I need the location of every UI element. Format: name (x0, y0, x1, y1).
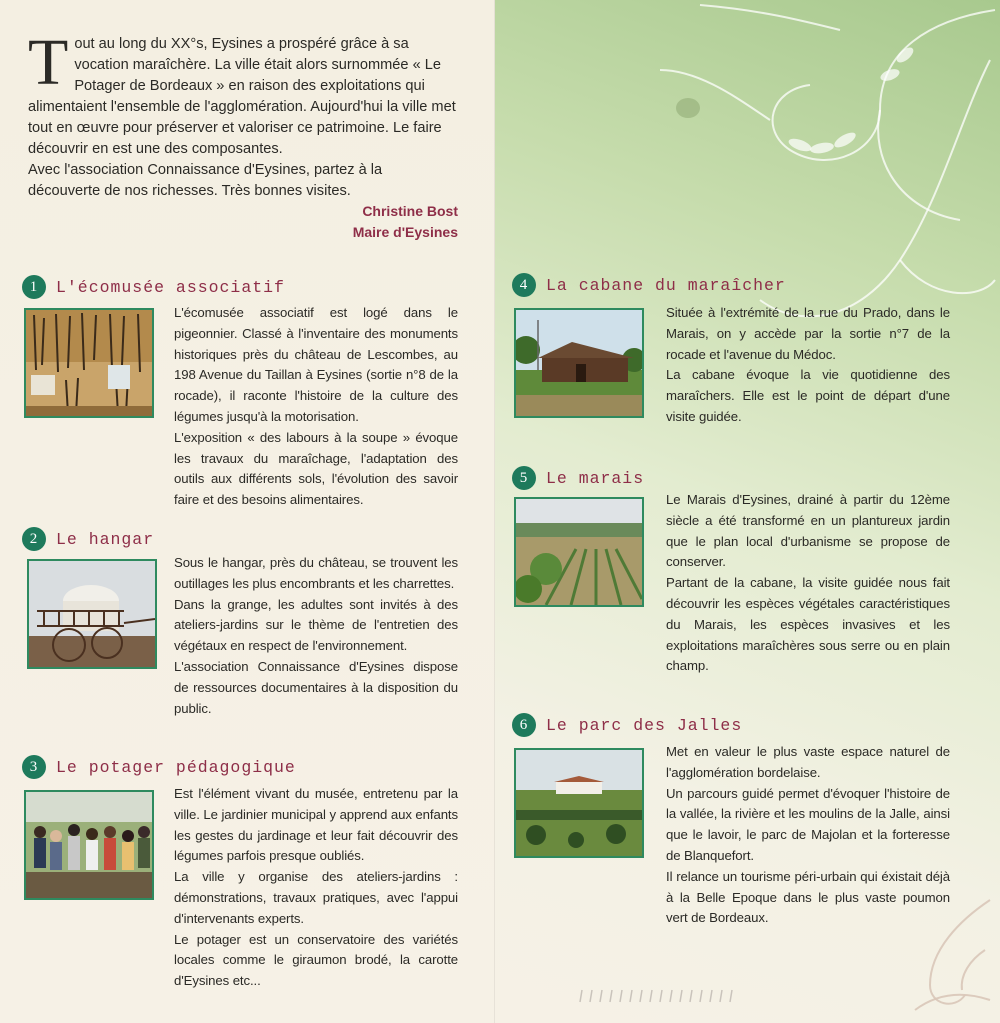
potager-photo (24, 790, 154, 900)
section-title-text: L'écomusée associatif (56, 277, 285, 297)
ecomusee-photo (24, 308, 154, 418)
section-title-text: La cabane du maraîcher (546, 275, 786, 295)
section-3-title (22, 755, 296, 779)
section-1-text (174, 303, 458, 511)
hangar-photo (27, 559, 157, 669)
intro-paragraph-2: Avec l'association Connaissance d'Eysines, partez à la découverte de nos richesses. Très bonnes visites. (28, 162, 383, 199)
section-number-badge: 1 (22, 275, 46, 299)
paragraph: Il relance un tourisme péri-urbain qui éxistait déjà à la Belle Epoque dans le plus vaste poumon vert de Bordeaux. (666, 868, 950, 926)
section-4-title (512, 273, 786, 297)
marais-photo (514, 497, 644, 607)
section-title-text: Le hangar (56, 529, 155, 549)
section-number-badge: 5 (512, 466, 536, 490)
section-title-text: Le parc des Jalles (546, 715, 743, 735)
drop-cap: T (28, 26, 69, 99)
section-3-text (174, 784, 458, 992)
paragraph: Met en valeur le plus vaste espace naturel de l'agglomération bordelaise. (666, 744, 950, 780)
intro-paragraph: out au long du XX°s, Eysines a prospéré grâce à sa vocation maraîchère. La ville était alors surnommée « Le Potager de Bordeaux » en raison des exploitations qui alimentaient l'ensemble de l'agglomération. Aujourd'hui la ville met tout en œuvre pour préserver et valoriser ce patrimoine. Le faire découvrir en est une des composantes. (28, 36, 456, 157)
page-fold (494, 0, 495, 1023)
paragraph: Le potager est un conservatoire des variétés locales comme le giraumon brodé, la carotte d'Eysines etc... (174, 931, 458, 989)
signature-name: Christine Bost (362, 203, 458, 219)
section-2-title (22, 527, 154, 551)
paragraph: L'exposition « des labours à la soupe » évoque les travaux du maraîchage, l'adaptation des outils aux différents sols, l'évolution des savoir faire et des besoins alimentaires. (174, 429, 458, 508)
cabane-photo (514, 308, 644, 418)
section-6-text (666, 742, 950, 929)
paragraph: L'association Connaissance d'Eysines dispose de ressources documentaires à la disposition du public. (174, 658, 458, 716)
section-5-text (666, 490, 950, 677)
section-6-title (512, 713, 742, 737)
section-1-title (22, 275, 285, 299)
section-number-badge: 4 (512, 273, 536, 297)
section-2-text (174, 553, 458, 719)
parc-jalles-photo (514, 748, 644, 858)
intro-text (28, 26, 458, 202)
section-title-text: Le marais (546, 468, 645, 488)
paragraph: Située à l'extrémité de la rue du Prado, dans le Marais, on y accède par la sortie n°7 de la rocade et l'avenue du Médoc. (666, 305, 950, 362)
section-4-text (666, 303, 950, 428)
paragraph: La ville y organise des ateliers-jardins : démonstrations, travaux pratiques, avec l'appui d'intervenants experts. (174, 869, 458, 926)
section-number-badge: 6 (512, 713, 536, 737)
section-title-text: Le potager pédagogique (56, 757, 296, 777)
paragraph: La cabane évoque la vie quotidienne des maraîchers. Elle est le point de départ d'une visite guidée. (666, 367, 950, 424)
paragraph: Un parcours guidé permet d'évoquer l'histoire de la vallée, la rivière et les moulins de la Jalle, ainsi que le lavoir, le parc de Majolan et la forteresse de Blanquefort. (666, 785, 950, 863)
paragraph: Est l'élément vivant du musée, entretenu par la ville. Le jardinier municipal y apprend aux enfants les gestes du jardinage et leur fait découvrir des légumes parfois presque oubliés. (174, 786, 458, 864)
paragraph: Le Marais d'Eysines, drainé à partir du 12ème siècle a été transformé en un plantureux jardin que le plan local d'urbanisme se propose de conserver. (666, 492, 950, 570)
paragraph: Partant de la cabane, la visite guidée nous fait découvrir les espèces végétales caractéristiques du Marais, les espèces invasives et les exploitations maraîchères sous serre ou en plain champ. (666, 575, 950, 674)
section-5-title (512, 466, 644, 490)
section-number-badge: 3 (22, 755, 46, 779)
section-number-badge: 2 (22, 527, 46, 551)
signature-title: Maire d'Eysines (352, 224, 458, 240)
paragraph: L'écomusée associatif est logé dans le pigeonnier. Classé à l'inventaire des monuments historiques près du château de Lescombes, au 198 Avenue du Taillan à Eysines (sortie n°8 de la rocade), il raconte l'histoire de la culture des légumes jusqu'à la motorisation. (174, 305, 458, 424)
paragraph: Dans la grange, les adultes sont invités à des ateliers-jardins sur le thème de l'entretien des végétaux en respect de l'environnement. (174, 596, 458, 654)
paragraph: Sous le hangar, près du château, se trouvent les outillages les plus encombrants et les charrettes. (174, 555, 458, 591)
